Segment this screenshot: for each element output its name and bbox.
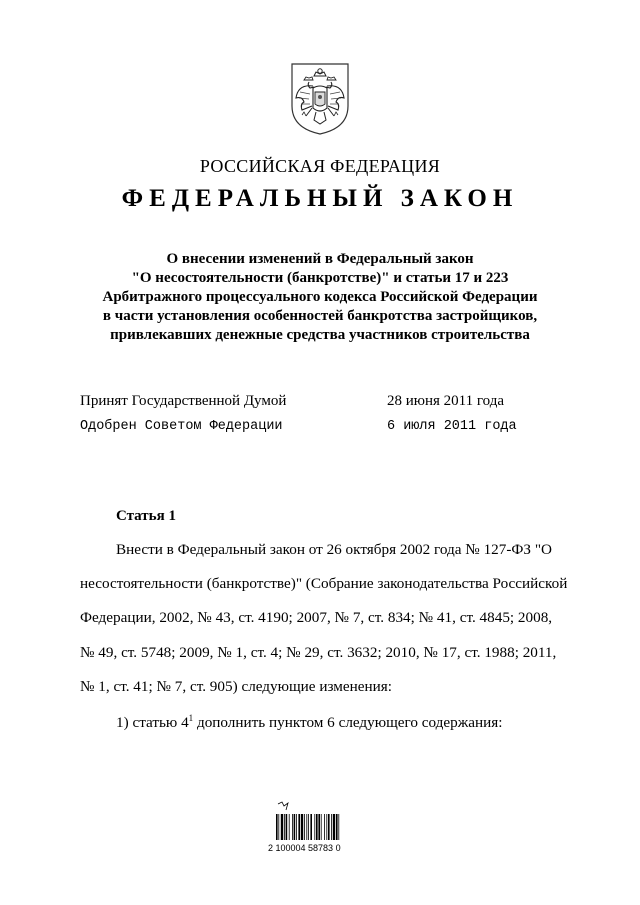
barcode-bar bbox=[294, 814, 296, 840]
barcode-bar bbox=[321, 814, 322, 840]
article-text-line: несостоятельности (банкротстве)" (Собрание законодательства Российской bbox=[80, 575, 568, 592]
barcode-bar bbox=[316, 814, 318, 840]
barcode-bar bbox=[331, 814, 332, 840]
item1-suffix: дополнить пунктом 6 следующего содержания: bbox=[193, 714, 503, 731]
barcode-bar bbox=[310, 814, 312, 840]
barcode-bar bbox=[296, 814, 297, 840]
item1-prefix: 1) статью 4 bbox=[116, 714, 189, 731]
barcode-bar bbox=[301, 814, 303, 840]
barcode-bar bbox=[298, 814, 300, 840]
subject-line: в части установления особенностей банкротства застройщиков, bbox=[102, 308, 538, 324]
subject-line: "О несостоятельности (банкротстве)" и статьи 17 и 223 bbox=[131, 270, 509, 286]
barcode-bar bbox=[304, 814, 305, 840]
article-item-1 bbox=[116, 714, 502, 732]
barcode-bar bbox=[286, 814, 288, 840]
barcode-bar bbox=[338, 814, 339, 840]
item1-superscript: 1 bbox=[188, 712, 194, 723]
barcode-mark bbox=[278, 802, 288, 810]
barcode-bar bbox=[326, 814, 327, 840]
barcode-bar bbox=[284, 814, 285, 840]
barcode-bar bbox=[324, 814, 325, 840]
barcode-number: 2 100004 58783 0 bbox=[268, 843, 341, 853]
barcode-bar bbox=[289, 814, 290, 840]
subject-line: Арбитражного процессуального кодекса Российской Федерации bbox=[102, 289, 538, 305]
article-text-line: № 49, ст. 5748; 2009, № 1, ст. 4; № 29, ст. 3632; 2010, № 17, ст. 1988; 2011, bbox=[80, 644, 557, 661]
duma-label: Принят Государственной Думой bbox=[80, 393, 287, 409]
barcode-bar bbox=[292, 814, 293, 840]
subject-line: О внесении изменений в Федеральный закон bbox=[166, 251, 474, 267]
article-text-line: № 1, ст. 41; № 7, ст. 905) следующие изменения: bbox=[80, 678, 392, 695]
barcode-bar bbox=[328, 814, 330, 840]
duma-date: 28 июня 2011 года bbox=[387, 393, 504, 409]
barcode-bar bbox=[318, 814, 320, 840]
barcode-bar bbox=[314, 814, 315, 840]
council-date: 6 июля 2011 года bbox=[387, 419, 517, 434]
subject-line: привлекавших денежные средства участников строительства bbox=[110, 327, 530, 343]
article-text-line: Федерации, 2002, № 43, ст. 4190; 2007, № 7, ст. 834; № 41, ст. 4845; 2008, bbox=[80, 609, 553, 626]
law-subject bbox=[60, 250, 580, 345]
barcode-bar bbox=[306, 814, 307, 840]
barcode-bar bbox=[278, 814, 279, 840]
barcode-bar bbox=[336, 814, 338, 840]
article-heading: Статья 1 bbox=[116, 508, 176, 524]
barcode-bar bbox=[276, 814, 278, 840]
barcode-bar bbox=[333, 814, 335, 840]
barcode-bar bbox=[281, 814, 283, 840]
article-text-line: Внести в Федеральный закон от 26 октября 2002 года № 127-ФЗ "О bbox=[116, 541, 553, 558]
country-heading: РОССИЙСКАЯ ФЕДЕРАЦИЯ bbox=[199, 156, 441, 176]
law-type-heading: ФЕДЕРАЛЬНЫЙ ЗАКОН bbox=[121, 185, 519, 212]
council-label: Одобрен Советом Федерации bbox=[80, 419, 283, 434]
barcode-bar bbox=[308, 814, 309, 840]
coat-of-arms-icon bbox=[290, 62, 350, 136]
